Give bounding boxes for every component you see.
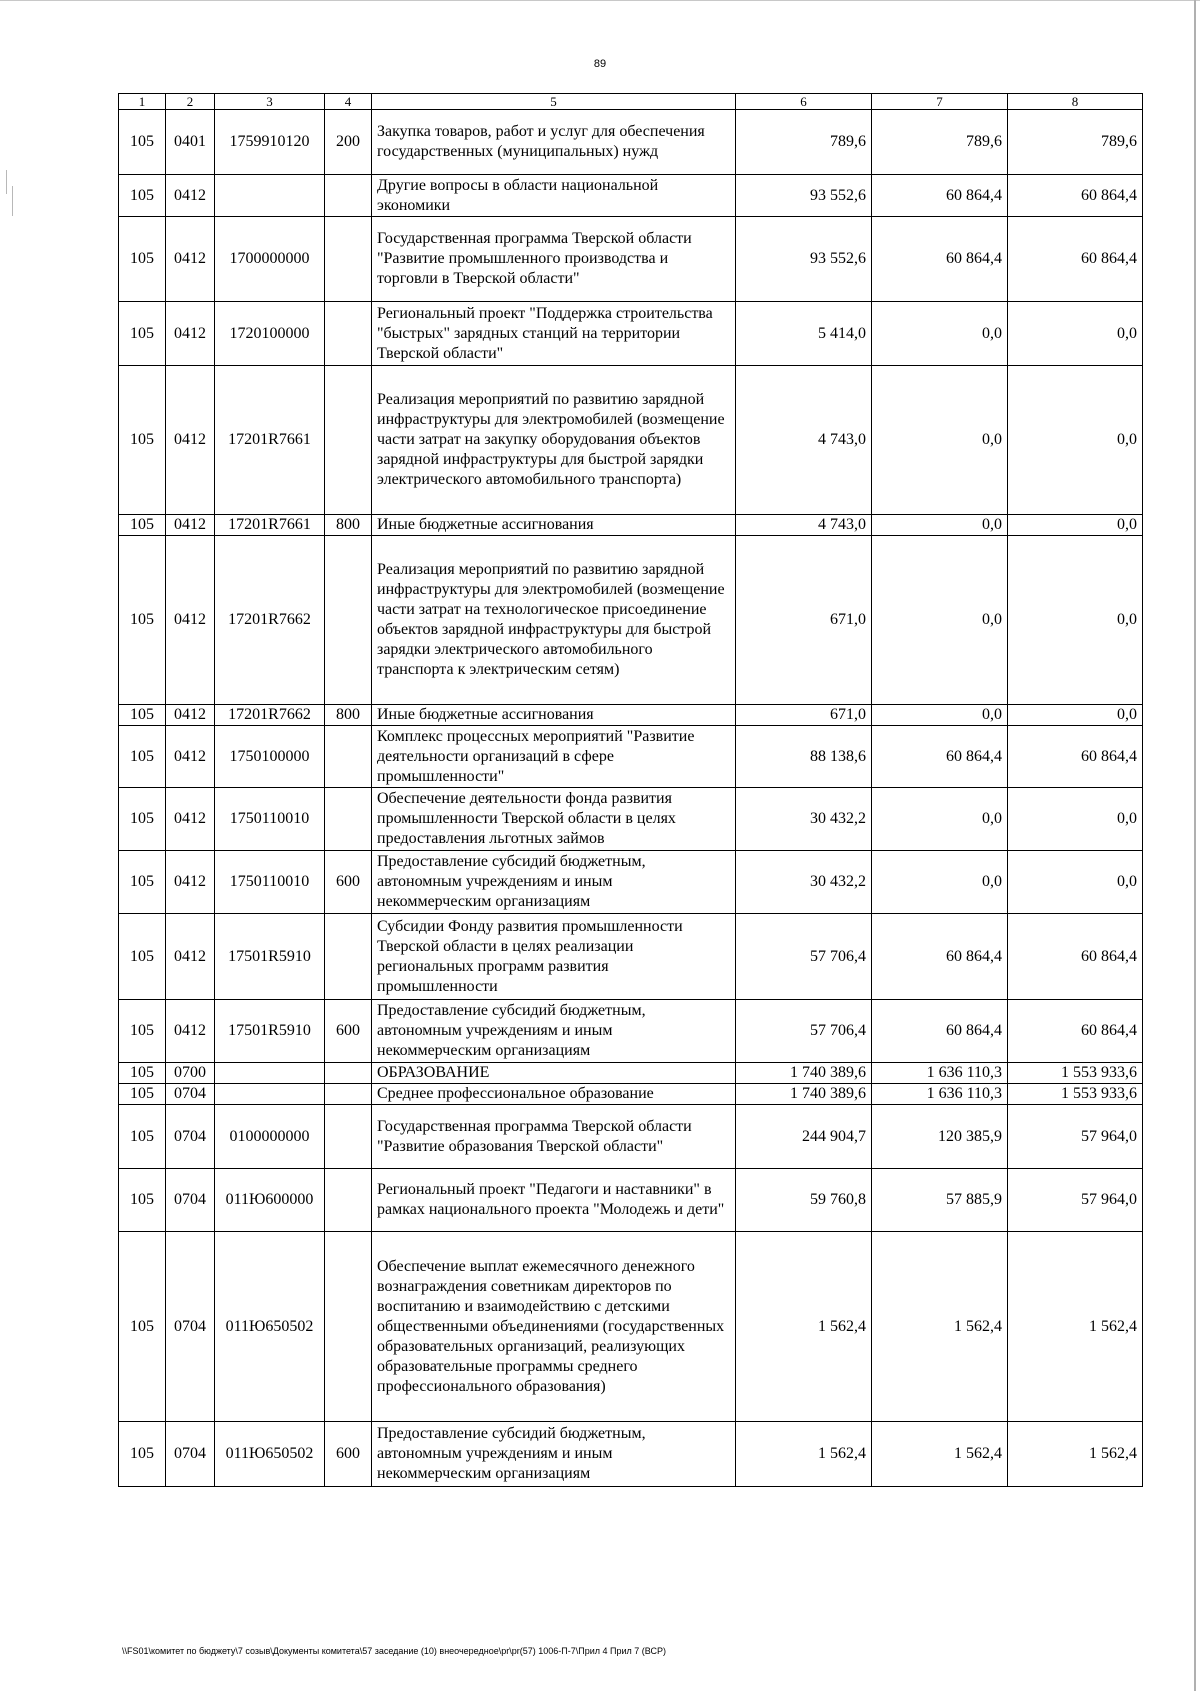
table-row <box>119 705 1143 726</box>
cell-ministry-code: 105 <box>119 1063 166 1084</box>
cell-amount-year2: 1 636 110,3 <box>872 1084 1008 1105</box>
cell-ministry-code: 105 <box>119 1000 166 1063</box>
cell-description: Другие вопросы в области национальной экономики <box>372 175 736 217</box>
cell-amount-year3: 1 562,4 <box>1008 1232 1143 1422</box>
table-row <box>119 1000 1143 1063</box>
cell-ministry-code: 105 <box>119 175 166 217</box>
cell-amount-year3: 60 864,4 <box>1008 914 1143 1000</box>
cell-description: Среднее профессиональное образование <box>372 1084 736 1105</box>
cell-description: Государственная программа Тверской области "Развитие образования Тверской области" <box>372 1105 736 1169</box>
cell-amount-year3: 0,0 <box>1008 366 1143 515</box>
cell-target-article: 17201R7661 <box>215 366 325 515</box>
cell-description: Реализация мероприятий по развитию зарядной инфраструктуры для электромобилей (возмещение части затрат на технологическое присоединение объектов зарядной инфраструктуры для быстрой зарядки электрического автомобильного транспорта к электрическим сетям) <box>372 536 736 705</box>
cell-target-article: 011Ю650502 <box>215 1422 325 1487</box>
cell-amount-year3: 1 553 933,6 <box>1008 1084 1143 1105</box>
cell-target-article <box>215 1063 325 1084</box>
table-row <box>119 914 1143 1000</box>
cell-expense-type: 800 <box>325 515 372 536</box>
cell-amount-year1: 1 562,4 <box>736 1232 872 1422</box>
scan-edge-top <box>0 0 1200 1</box>
cell-ministry-code: 105 <box>119 302 166 366</box>
table-row <box>119 515 1143 536</box>
budget-table <box>118 93 1143 1487</box>
cell-section-code: 0412 <box>166 217 215 302</box>
cell-ministry-code: 105 <box>119 705 166 726</box>
table-row <box>119 851 1143 914</box>
cell-description: Реализация мероприятий по развитию зарядной инфраструктуры для электромобилей (возмещение части затрат на закупку оборудования объектов зарядной инфраструктуры для быстрой зарядки электрического автомобильного транспорта) <box>372 366 736 515</box>
cell-amount-year2: 0,0 <box>872 366 1008 515</box>
cell-amount-year3: 60 864,4 <box>1008 726 1143 788</box>
cell-ministry-code: 105 <box>119 1422 166 1487</box>
cell-section-code: 0704 <box>166 1169 215 1232</box>
cell-amount-year1: 4 743,0 <box>736 515 872 536</box>
cell-ministry-code: 105 <box>119 515 166 536</box>
cell-ministry-code: 105 <box>119 914 166 1000</box>
cell-expense-type <box>325 1232 372 1422</box>
table-row <box>119 302 1143 366</box>
cell-target-article: 011Ю650502 <box>215 1232 325 1422</box>
table-row <box>119 175 1143 217</box>
cell-expense-type <box>325 175 372 217</box>
cell-amount-year1: 57 706,4 <box>736 914 872 1000</box>
cell-ministry-code: 105 <box>119 536 166 705</box>
cell-section-code: 0704 <box>166 1232 215 1422</box>
cell-description: Государственная программа Тверской области "Развитие промышленного производства и торговли в Тверской области" <box>372 217 736 302</box>
cell-expense-type: 200 <box>325 110 372 175</box>
column-header: 1 <box>119 94 166 110</box>
cell-section-code: 0412 <box>166 851 215 914</box>
page-number: 89 <box>593 58 607 70</box>
cell-description: Комплекс процессных мероприятий "Развитие деятельности организаций в сфере промышленности" <box>372 726 736 788</box>
cell-amount-year3: 57 964,0 <box>1008 1169 1143 1232</box>
cell-amount-year3: 1 562,4 <box>1008 1422 1143 1487</box>
cell-expense-type <box>325 1169 372 1232</box>
cell-description: Обеспечение деятельности фонда развития промышленности Тверской области в целях предоставления льготных займов <box>372 788 736 851</box>
cell-amount-year1: 1 740 389,6 <box>736 1063 872 1084</box>
cell-section-code: 0412 <box>166 175 215 217</box>
column-header: 3 <box>215 94 325 110</box>
cell-expense-type <box>325 1063 372 1084</box>
cell-amount-year1: 88 138,6 <box>736 726 872 788</box>
cell-amount-year2: 1 562,4 <box>872 1232 1008 1422</box>
cell-description: Региональный проект "Педагоги и наставники" в рамках национального проекта "Молодежь и дети" <box>372 1169 736 1232</box>
cell-amount-year3: 57 964,0 <box>1008 1105 1143 1169</box>
cell-target-article <box>215 175 325 217</box>
cell-target-article: 17501R5910 <box>215 914 325 1000</box>
cell-expense-type <box>325 726 372 788</box>
cell-target-article: 17201R7662 <box>215 536 325 705</box>
cell-amount-year3: 60 864,4 <box>1008 1000 1143 1063</box>
cell-amount-year3: 0,0 <box>1008 515 1143 536</box>
cell-amount-year3: 0,0 <box>1008 302 1143 366</box>
cell-description: Закупка товаров, работ и услуг для обеспечения государственных (муниципальных) нужд <box>372 110 736 175</box>
table-row <box>119 1063 1143 1084</box>
cell-description: Иные бюджетные ассигнования <box>372 705 736 726</box>
cell-amount-year2: 0,0 <box>872 515 1008 536</box>
cell-target-article: 1700000000 <box>215 217 325 302</box>
cell-amount-year1: 30 432,2 <box>736 788 872 851</box>
cell-target-article: 1750110010 <box>215 851 325 914</box>
cell-description: Обеспечение выплат ежемесячного денежного вознаграждения советникам директоров по воспитанию и взаимодействию с детскими общественными объединениями (государственных образовательных организаций, реализующих образовательные программы среднего профессионального образования) <box>372 1232 736 1422</box>
cell-section-code: 0412 <box>166 788 215 851</box>
cell-target-article: 1750100000 <box>215 726 325 788</box>
cell-description: Предоставление субсидий бюджетным, автономным учреждениям и иным некоммерческим организациям <box>372 851 736 914</box>
cell-section-code: 0412 <box>166 302 215 366</box>
cell-ministry-code: 105 <box>119 788 166 851</box>
cell-amount-year1: 30 432,2 <box>736 851 872 914</box>
table-row <box>119 1105 1143 1169</box>
cell-amount-year1: 1 562,4 <box>736 1422 872 1487</box>
table-row <box>119 1169 1143 1232</box>
cell-amount-year2: 60 864,4 <box>872 1000 1008 1063</box>
cell-expense-type <box>325 914 372 1000</box>
cell-ministry-code: 105 <box>119 366 166 515</box>
cell-description: Субсидии Фонду развития промышленности Тверской области в целях реализации региональных программ развития промышленности <box>372 914 736 1000</box>
cell-amount-year3: 789,6 <box>1008 110 1143 175</box>
cell-section-code: 0412 <box>166 1000 215 1063</box>
cell-expense-type <box>325 536 372 705</box>
cell-section-code: 0412 <box>166 914 215 1000</box>
cell-section-code: 0401 <box>166 110 215 175</box>
table-row <box>119 1084 1143 1105</box>
cell-amount-year2: 60 864,4 <box>872 217 1008 302</box>
cell-section-code: 0704 <box>166 1084 215 1105</box>
cell-expense-type: 600 <box>325 1422 372 1487</box>
cell-amount-year3: 0,0 <box>1008 788 1143 851</box>
cell-section-code: 0412 <box>166 705 215 726</box>
cell-amount-year2: 0,0 <box>872 302 1008 366</box>
cell-amount-year1: 93 552,6 <box>736 175 872 217</box>
cell-amount-year2: 0,0 <box>872 851 1008 914</box>
cell-section-code: 0704 <box>166 1422 215 1487</box>
cell-ministry-code: 105 <box>119 726 166 788</box>
cell-amount-year1: 789,6 <box>736 110 872 175</box>
cell-amount-year2: 1 636 110,3 <box>872 1063 1008 1084</box>
column-header: 7 <box>872 94 1008 110</box>
file-path-footer: \\FS01\комитет по бюджету\7 созыв\Документы комитета\57 заседание (10) внеочередное\pr\pr(57) 1006-П-7\Прил 4 Прил 7 (ВСР) <box>122 1646 666 1656</box>
cell-ministry-code: 105 <box>119 110 166 175</box>
cell-amount-year1: 93 552,6 <box>736 217 872 302</box>
table-row <box>119 110 1143 175</box>
cell-amount-year1: 244 904,7 <box>736 1105 872 1169</box>
cell-amount-year2: 60 864,4 <box>872 175 1008 217</box>
table-row <box>119 1232 1143 1422</box>
cell-target-article: 1750110010 <box>215 788 325 851</box>
scan-mark <box>6 170 7 194</box>
cell-target-article: 011Ю600000 <box>215 1169 325 1232</box>
cell-target-article: 1720100000 <box>215 302 325 366</box>
cell-expense-type <box>325 1105 372 1169</box>
cell-amount-year3: 1 553 933,6 <box>1008 1063 1143 1084</box>
scan-edge-right <box>1194 0 1196 1691</box>
cell-amount-year2: 60 864,4 <box>872 726 1008 788</box>
cell-target-article: 17201R7661 <box>215 515 325 536</box>
column-header: 5 <box>372 94 736 110</box>
column-header: 4 <box>325 94 372 110</box>
cell-amount-year3: 60 864,4 <box>1008 217 1143 302</box>
cell-expense-type <box>325 1084 372 1105</box>
table-row <box>119 1422 1143 1487</box>
cell-expense-type: 600 <box>325 851 372 914</box>
cell-target-article <box>215 1084 325 1105</box>
cell-ministry-code: 105 <box>119 851 166 914</box>
cell-expense-type <box>325 366 372 515</box>
cell-section-code: 0412 <box>166 515 215 536</box>
cell-description: ОБРАЗОВАНИЕ <box>372 1063 736 1084</box>
cell-target-article: 17501R5910 <box>215 1000 325 1063</box>
cell-amount-year3: 0,0 <box>1008 851 1143 914</box>
cell-amount-year3: 0,0 <box>1008 705 1143 726</box>
cell-section-code: 0412 <box>166 726 215 788</box>
cell-section-code: 0412 <box>166 536 215 705</box>
table-row <box>119 217 1143 302</box>
table-row <box>119 788 1143 851</box>
cell-amount-year2: 120 385,9 <box>872 1105 1008 1169</box>
cell-section-code: 0704 <box>166 1105 215 1169</box>
cell-amount-year2: 0,0 <box>872 788 1008 851</box>
cell-amount-year2: 57 885,9 <box>872 1169 1008 1232</box>
cell-amount-year1: 4 743,0 <box>736 366 872 515</box>
cell-target-article: 17201R7662 <box>215 705 325 726</box>
cell-expense-type <box>325 217 372 302</box>
cell-expense-type: 600 <box>325 1000 372 1063</box>
cell-amount-year2: 0,0 <box>872 705 1008 726</box>
cell-amount-year2: 0,0 <box>872 536 1008 705</box>
cell-section-code: 0700 <box>166 1063 215 1084</box>
cell-ministry-code: 105 <box>119 217 166 302</box>
cell-target-article: 0100000000 <box>215 1105 325 1169</box>
cell-amount-year2: 789,6 <box>872 110 1008 175</box>
cell-amount-year1: 5 414,0 <box>736 302 872 366</box>
cell-expense-type <box>325 788 372 851</box>
cell-description: Предоставление субсидий бюджетным, автономным учреждениям и иным некоммерческим организациям <box>372 1000 736 1063</box>
cell-description: Предоставление субсидий бюджетным, автономным учреждениям и иным некоммерческим организациям <box>372 1422 736 1487</box>
cell-target-article: 1759910120 <box>215 110 325 175</box>
cell-expense-type: 800 <box>325 705 372 726</box>
cell-description: Региональный проект "Поддержка строительства "быстрых" зарядных станций на территории Тверской области" <box>372 302 736 366</box>
cell-amount-year3: 0,0 <box>1008 536 1143 705</box>
cell-section-code: 0412 <box>166 366 215 515</box>
scan-mark <box>12 186 13 216</box>
table-row <box>119 366 1143 515</box>
cell-ministry-code: 105 <box>119 1084 166 1105</box>
cell-amount-year1: 57 706,4 <box>736 1000 872 1063</box>
cell-amount-year3: 60 864,4 <box>1008 175 1143 217</box>
cell-expense-type <box>325 302 372 366</box>
cell-amount-year1: 1 740 389,6 <box>736 1084 872 1105</box>
cell-ministry-code: 105 <box>119 1169 166 1232</box>
cell-amount-year2: 1 562,4 <box>872 1422 1008 1487</box>
column-number-row <box>119 94 1143 110</box>
table-row <box>119 536 1143 705</box>
column-header: 8 <box>1008 94 1143 110</box>
cell-description: Иные бюджетные ассигнования <box>372 515 736 536</box>
cell-amount-year1: 671,0 <box>736 705 872 726</box>
column-header: 2 <box>166 94 215 110</box>
cell-amount-year1: 59 760,8 <box>736 1169 872 1232</box>
cell-amount-year2: 60 864,4 <box>872 914 1008 1000</box>
cell-ministry-code: 105 <box>119 1232 166 1422</box>
cell-ministry-code: 105 <box>119 1105 166 1169</box>
column-header: 6 <box>736 94 872 110</box>
table-row <box>119 726 1143 788</box>
cell-amount-year1: 671,0 <box>736 536 872 705</box>
